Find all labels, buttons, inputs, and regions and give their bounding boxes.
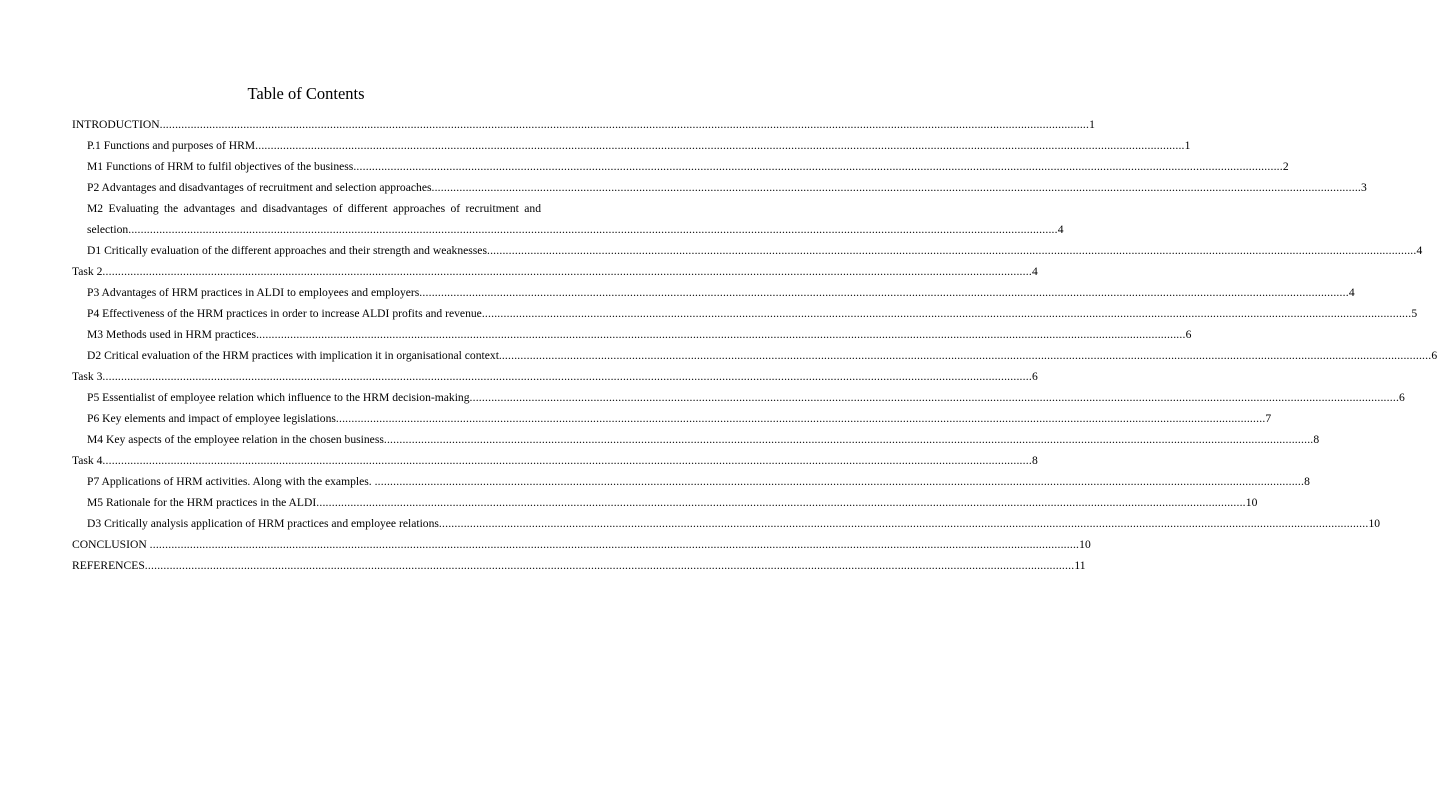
toc-entry-text: P2 Advantages and disadvantages of recruitment and selection approaches xyxy=(87,181,432,194)
dot-leader: ............................................................................................................................................................................................................................................................................................................ xyxy=(501,349,1432,362)
toc-page-number: 6 xyxy=(1399,391,1405,404)
dot-leader: ............................................................................................................................................................................................................................................................................................................ xyxy=(128,223,1058,236)
toc-entry-conclusion[interactable] xyxy=(72,538,1091,552)
toc-entry-text: P7 Applications of HRM activities. Along with the examples. xyxy=(87,475,375,488)
dot-leader: ............................................................................................................................................................................................................................................................................................................ xyxy=(255,139,1185,152)
toc-page-number: 10 xyxy=(1368,517,1381,530)
toc-entry-m1[interactable] xyxy=(87,160,1289,174)
toc-entry-d1[interactable] xyxy=(87,244,1423,258)
dot-leader: ............................................................................................................................................................................................................................................................................................................ xyxy=(335,412,1266,425)
toc-page-number: 5 xyxy=(1411,307,1418,320)
toc-entry-text: Task 3 xyxy=(72,370,103,383)
toc-entry-text: M1 Functions of HRM to fulfil objectives of the business xyxy=(87,160,354,173)
dot-leader: ............................................................................................................................................................................................................................................................................................................ xyxy=(256,328,1186,341)
toc-entry-text: M4 Key aspects of the employee relation in the chosen business xyxy=(87,433,384,446)
toc-entry-text: P6 Key elements and impact of employee legislations xyxy=(87,412,336,425)
dot-leader: ............................................................................................................................................................................................................................................................................................................ xyxy=(316,496,1246,509)
toc-entry-d2[interactable] xyxy=(87,349,1437,363)
toc-entry-p1[interactable] xyxy=(87,139,1191,153)
toc-entry-m3[interactable] xyxy=(87,328,1192,342)
toc-entry-text: D3 Critically analysis application of HRM practices and employee relations xyxy=(87,517,439,530)
toc-entry-p6[interactable] xyxy=(87,412,1272,426)
toc-page-number: 10 xyxy=(1079,538,1091,551)
dot-leader: ............................................................................................................................................................................................................................................................................................................ xyxy=(102,265,1032,278)
toc-entry-m4[interactable] xyxy=(87,433,1320,447)
toc-page-number: 2 xyxy=(1282,160,1289,173)
page-title: Table of Contents xyxy=(247,84,365,103)
toc-page-number: 11 xyxy=(1074,559,1086,572)
toc-page-number: 4 xyxy=(1031,265,1038,278)
toc-entry-text: M3 Methods used in HRM practices xyxy=(87,328,257,341)
toc-page-number: 3 xyxy=(1361,181,1367,194)
toc-entry-text: Task 4 xyxy=(72,454,103,467)
dot-leader: ............................................................................................................................................................................................................................................................................................................ xyxy=(383,433,1314,446)
toc-entry-text: P.1 Functions and purposes of HRM xyxy=(87,139,256,152)
toc-entry-text: selection xyxy=(87,223,129,236)
dot-leader: ............................................................................................................................................................................................................................................................................................................ xyxy=(159,118,1090,131)
toc-page-number: 8 xyxy=(1304,475,1310,488)
toc-entry-text: D1 Critically evaluation of the different approaches and their strength and weaknesses xyxy=(87,244,487,257)
toc-entry-task3[interactable] xyxy=(72,370,1038,384)
toc-entry-m2-line1[interactable] xyxy=(87,202,541,216)
dot-leader: ............................................................................................................................................................................................................................................................................................................ xyxy=(102,370,1032,383)
dot-leader: ............................................................................................................................................................................................................................................................................................................ xyxy=(353,160,1283,173)
toc-entry-text: D2 Critical evaluation of the HRM practices with implication it in organisational context. xyxy=(87,349,502,362)
toc-entry-p3[interactable] xyxy=(87,286,1355,300)
toc-entry-m2[interactable] xyxy=(87,223,1064,237)
toc-entry-text: CONCLUSION xyxy=(72,538,150,551)
toc-entry-d3[interactable] xyxy=(87,517,1381,531)
toc-entry-m5[interactable] xyxy=(87,496,1258,510)
toc-entry-references[interactable] xyxy=(72,559,1086,573)
dot-leader: ............................................................................................................................................................................................................................................................................................................ xyxy=(149,538,1080,551)
dot-leader: ............................................................................................................................................................................................................................................................................................................ xyxy=(438,517,1369,530)
toc-entry-text: REFERENCES xyxy=(72,559,145,572)
toc-entry-task4[interactable] xyxy=(72,454,1038,468)
toc-page-number: 6 xyxy=(1185,328,1192,341)
dot-leader: ............................................................................................................................................................................................................................................................................................................ xyxy=(102,454,1032,467)
toc-entry-p5[interactable] xyxy=(87,391,1405,405)
toc-entry-introduction[interactable] xyxy=(72,118,1095,132)
toc-entry-task2[interactable] xyxy=(72,265,1038,279)
dot-leader: ............................................................................................................................................................................................................................................................................................................ xyxy=(481,307,1412,320)
toc-page-number: 8 xyxy=(1031,454,1038,467)
toc-entry-p7[interactable] xyxy=(87,475,1310,489)
toc-page-number: 1 xyxy=(1184,139,1191,152)
toc-entry-text: Task 2 xyxy=(72,265,103,278)
toc-entry-p4[interactable] xyxy=(87,307,1418,321)
dot-leader: ............................................................................................................................................................................................................................................................................................................ xyxy=(431,181,1362,194)
toc-entry-p2[interactable] xyxy=(87,181,1367,195)
toc-entry-text: P3 Advantages of HRM practices in ALDI to employees and employers xyxy=(87,286,420,299)
toc-page-number: 7 xyxy=(1265,412,1272,425)
toc-entry-text: P5 Essentialist of employee relation which influence to the HRM decision-making xyxy=(87,391,470,404)
toc-page-number: 4 xyxy=(1348,286,1355,299)
dot-leader: ............................................................................................................................................................................................................................................................................................................ xyxy=(144,559,1075,572)
dot-leader: ............................................................................................................................................................................................................................................................................................................ xyxy=(486,244,1417,257)
toc-page-number: 4 xyxy=(1416,244,1423,257)
dot-leader: ............................................................................................................................................................................................................................................................................................................ xyxy=(419,286,1349,299)
toc-entry-text: M2 Evaluating the advantages and disadvantages of different approaches of recruitment and xyxy=(87,202,541,215)
toc-page-number: 1 xyxy=(1089,118,1095,131)
toc-entry-text: INTRODUCTION xyxy=(72,118,160,131)
toc-entry-text: P4 Effectiveness of the HRM practices in order to increase ALDI profits and revenue xyxy=(87,307,482,320)
toc-entry-text: M5 Rationale for the HRM practices in the ALDI xyxy=(87,496,317,509)
toc-page-number: 10 xyxy=(1245,496,1258,509)
toc-page-number: 6 xyxy=(1431,349,1437,362)
dot-leader: ............................................................................................................................................................................................................................................................................................................ xyxy=(374,475,1305,488)
toc-page-number: 8 xyxy=(1313,433,1320,446)
toc-page-number: 6 xyxy=(1031,370,1038,383)
dot-leader: ............................................................................................................................................................................................................................................................................................................ xyxy=(469,391,1400,404)
toc-page-number: 4 xyxy=(1057,223,1064,236)
